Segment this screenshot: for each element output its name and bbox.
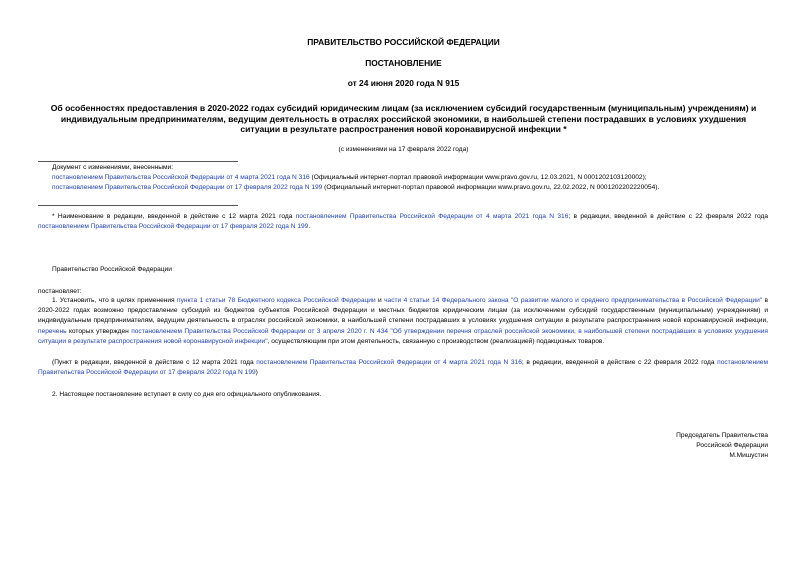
footnote: * Наименование в редакции, введенной в действие с 12 марта 2021 года постановлением Правительства Российской Федерации от 4 марта 2021 года N 316; в редакции, введенной в действие с 22 февраля 2022 года постановлением Правительства Российской Федерации от 17 февраля 2022 года N 199. — [38, 213, 768, 231]
signature-name: М.Мишустин — [729, 452, 768, 459]
amendments-block — [52, 163, 659, 193]
amendment-link[interactable]: постановлением Правительства Российской Федерации от 4 марта 2021 года N 316 — [52, 174, 310, 181]
list-link[interactable]: перечень — [38, 327, 67, 335]
signature-country: Российской Федерации — [696, 442, 768, 449]
amendment-link[interactable]: постановлением Правительства Российской Федерации от 17 февраля 2022 года N 199 — [52, 184, 323, 191]
document-type: ПОСТАНОВЛЕНИЕ — [365, 58, 442, 68]
government-heading: ПРАВИТЕЛЬСТВО РОССИЙСКОЙ ФЕДЕРАЦИИ — [307, 37, 500, 47]
resolves: постановляет: — [38, 288, 82, 295]
amendment-link[interactable]: постановлением Правительства Российской Федерации от 17 февраля 2022 года N 199 — [38, 359, 768, 377]
amendment-item: постановлением Правительства Российской Федерации от 4 марта 2021 года N 316 (Официальный интернет-портал правовой информации www.pravo.gov.ru, 12.03.2021, N 0001202103120002); — [52, 174, 647, 181]
amendments-intro: Документ с изменениями, внесенными: — [52, 164, 174, 171]
document-date-number: от 24 июня 2020 года N 915 — [347, 78, 460, 88]
signature-block — [676, 431, 768, 461]
amendment-link[interactable]: постановлением Правительства Российской Федерации от 4 марта 2021 года N 316 — [256, 359, 522, 366]
paragraph-1: 1. Установить, что в целях применения пункта 1 статьи 78 Бюджетного кодекса Российской Федерации и части 4 статьи 14 Федерального закона "О развитии малого и среднего предпринимательства в Российской Федерации" в 2020-2022 годах возможно предоставление субсидий из бюджетов субъектов Российской Федерации и местных бюджетов юридическим лицам (за исключением субсидий государственным (муниципальным) учреждениям) и индивидуальным предпринимателям, ведущим деятельность в отраслях российской экономики, в наибольшей степени пострадавших в условиях ухудшения ситуации в результате распространения новой коронавирусной инфекции, перечень которых утвержден постановлением Правительства Российской Федерации от 3 апреля 2020 г. N 434 "Об утверждении перечня отраслей российской экономики, в наибольшей степени пострадавших в условиях ухудшения ситуации в результате распространения новой коронавирусной инфекции", осуществляющим при этом деятельность, связанную с производством (реализацией) подакцизных товаров. — [38, 297, 769, 345]
federal-law-link[interactable]: части 4 статьи 14 Федерального закона "О развитии малого и среднего предпринимательства в Российской Федерации" — [384, 297, 763, 304]
title-line: индивидуальным предпринимателям, ведущим деятельность в отраслях российской экономики, в наибольшей степени пострадавших в условиях ухудшения — [60, 113, 747, 124]
resolution-434-link[interactable]: постановлением Правительства Российской Федерации от 3 апреля 2020 г. N 434 "Об утверждении перечня отраслей российской экономики, в наибольшей степени пострадавших в условиях ухудшения ситуации в результате распространения новой коронавирусной инфекции" — [38, 327, 769, 345]
amendment-item: постановлением Правительства Российской Федерации от 17 февраля 2022 года N 199 (Официальный интернет-портал правовой информации www.pravo.gov.ru, 22.02.2022, N 0001202202220054). — [52, 184, 660, 191]
footnote-link[interactable]: постановлением Правительства Российской Федерации от 4 марта 2021 года N 316 — [295, 213, 569, 220]
divider — [38, 205, 238, 206]
budget-code-link[interactable]: пункта 1 статьи 78 Бюджетного кодекса Российской Федерации — [177, 297, 376, 304]
footnote-link[interactable]: постановлением Правительства Российской Федерации от 17 февраля 2022 года N 199 — [38, 223, 309, 231]
revision-note: (с изменениями на 17 февраля 2022 года) — [338, 146, 469, 153]
issuer: Правительство Российской Федерации — [52, 266, 172, 273]
title-line: ситуации в результате распространения новой коронавирусной инфекции * — [240, 124, 567, 135]
divider — [38, 161, 238, 162]
paragraph-2: 2. Настоящее постановление вступает в силу со дня его официального опубликования. — [52, 391, 322, 398]
title-line: Об особенностях предоставления в 2020-2022 годах субсидий юридическим лицам (за исключением субсидий государственным (муниципальным) учреждениям) и — [50, 103, 757, 113]
document-title — [0, 103, 807, 135]
paragraph-1-note: (Пункт в редакции, введенной в действие с 12 марта 2021 года постановлением Правительства Российской Федерации от 4 марта 2021 года N 316; в редакции, введенной в действие с 22 февраля 2022 года постановлением Правительства Российской Федерации от 17 февраля 2022 года N 199) — [38, 359, 768, 377]
signature-title: Председатель Правительства — [676, 432, 768, 439]
